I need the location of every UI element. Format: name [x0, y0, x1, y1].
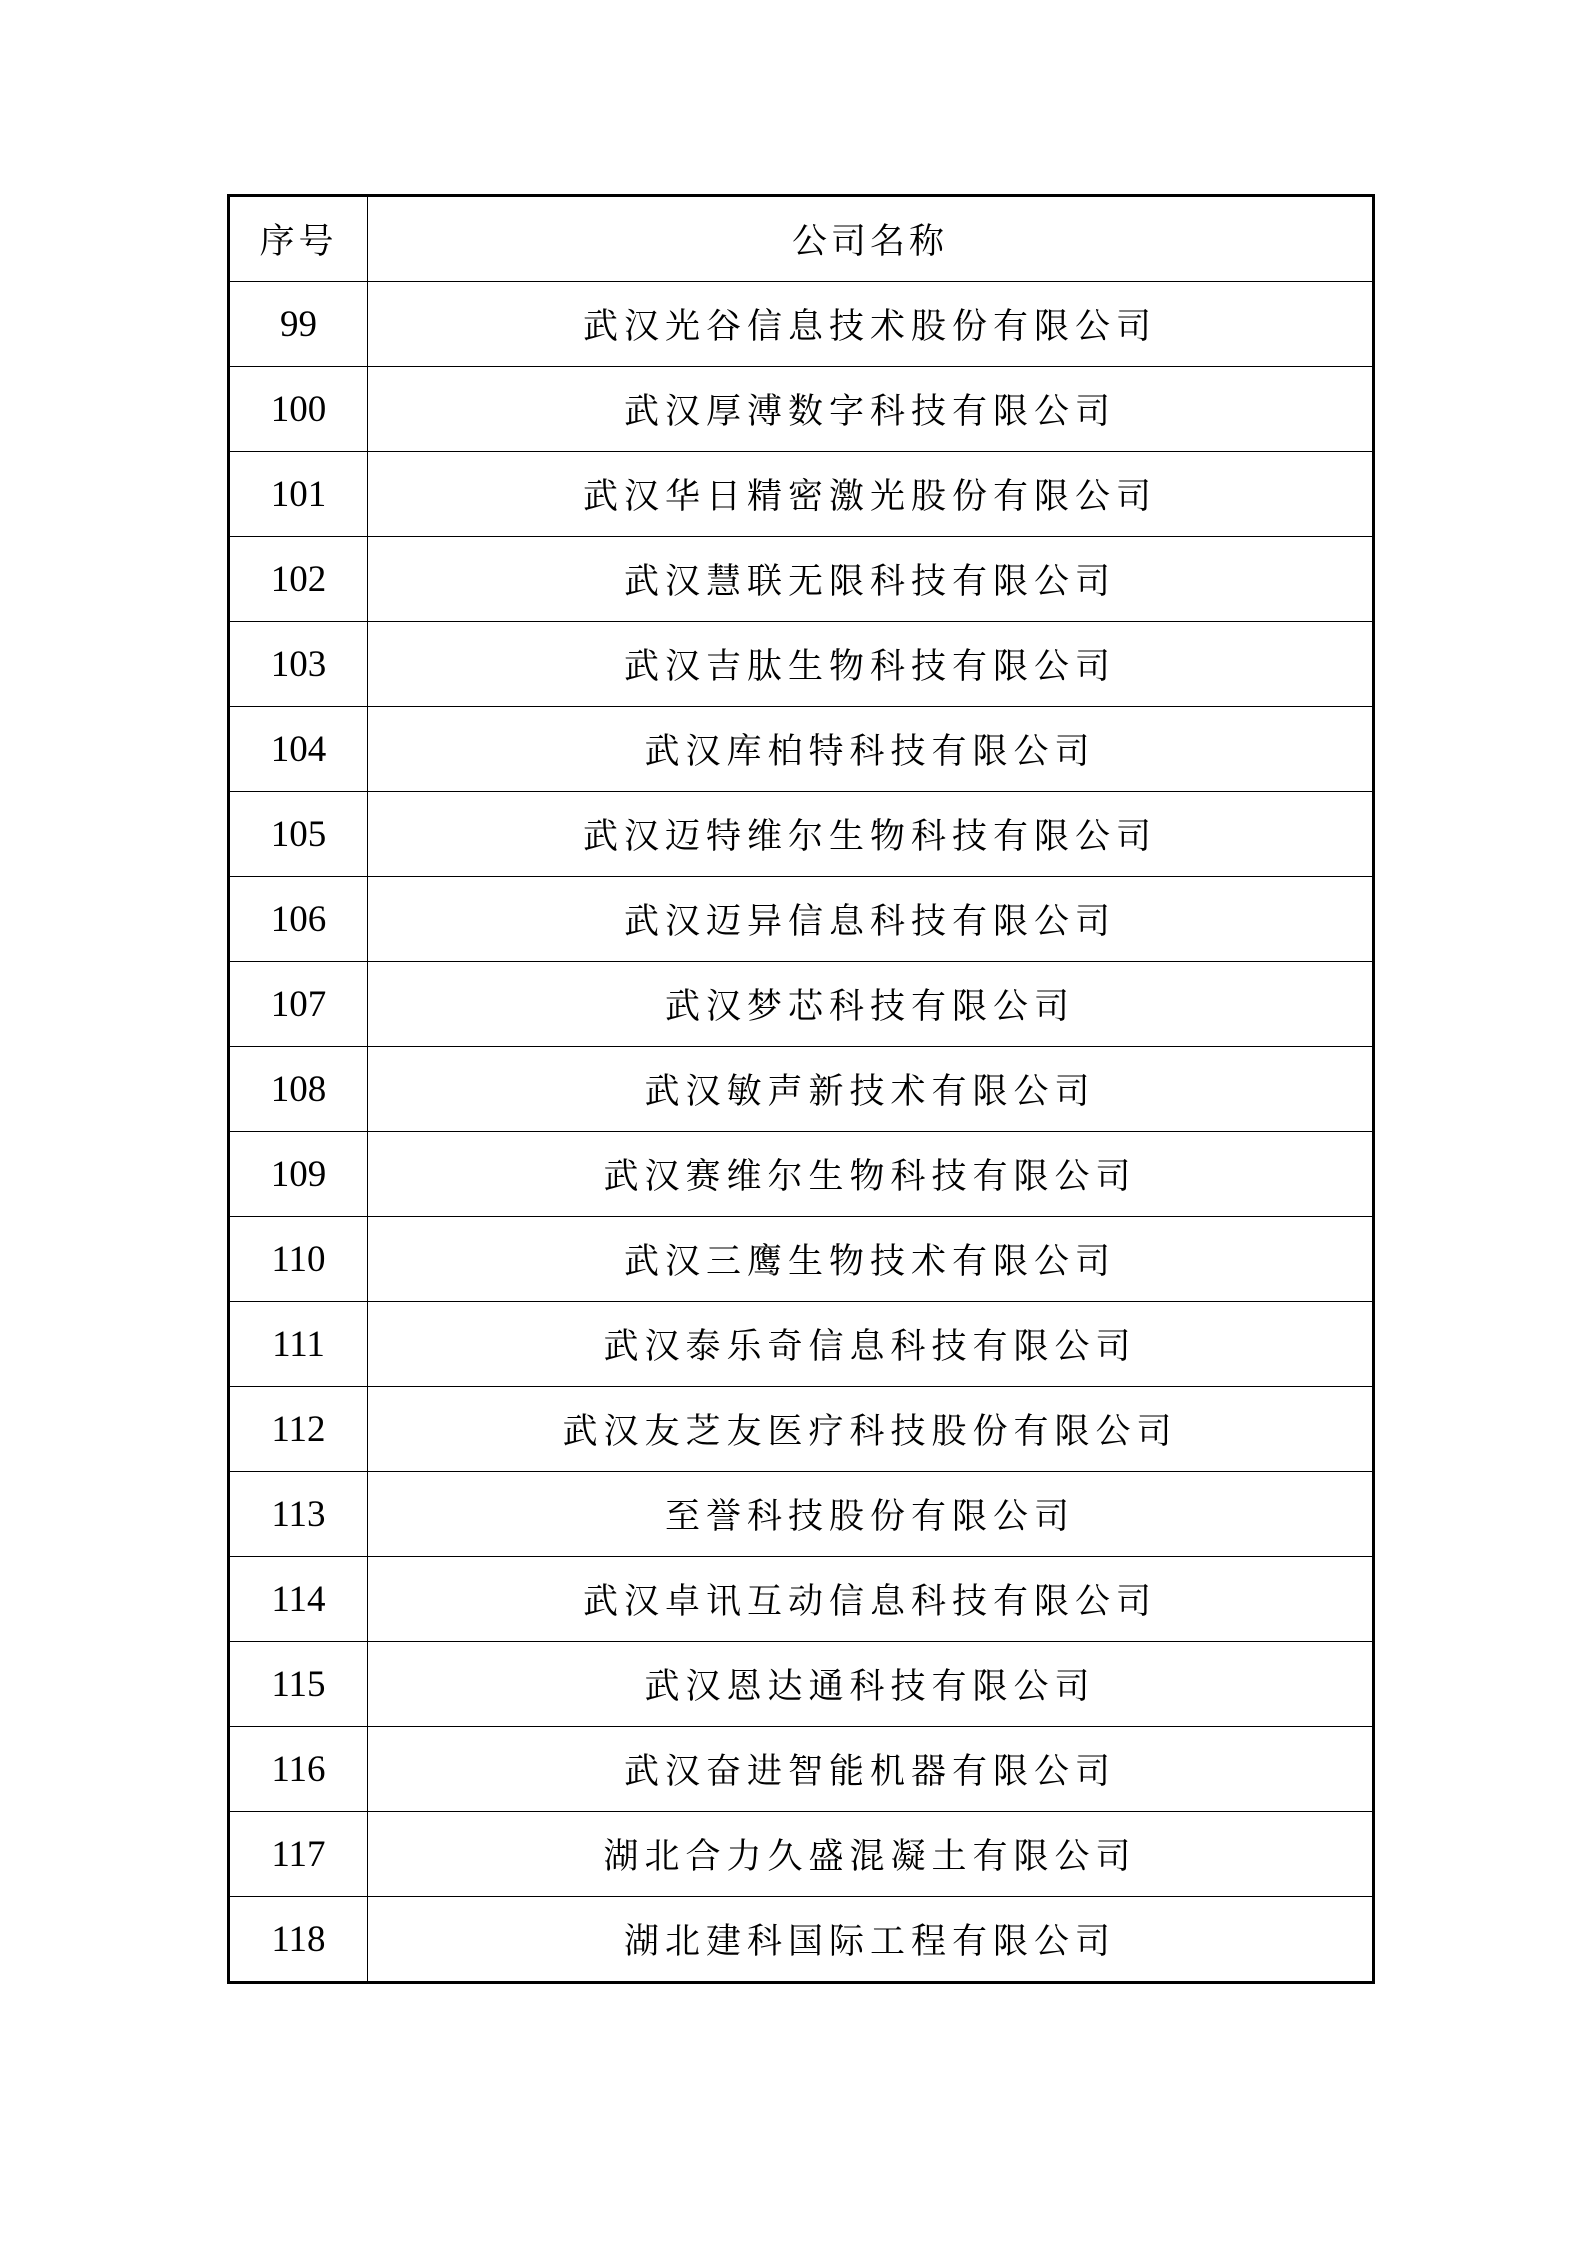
row-seq: 110	[229, 1217, 368, 1302]
row-seq: 103	[229, 622, 368, 707]
table-row	[229, 1472, 1374, 1557]
row-company-name: 武汉梦芯科技有限公司	[368, 962, 1374, 1047]
row-company-name: 武汉华日精密激光股份有限公司	[368, 452, 1374, 537]
table-row	[229, 1387, 1374, 1472]
table-row	[229, 1557, 1374, 1642]
table-row	[229, 1302, 1374, 1387]
row-seq: 109	[229, 1132, 368, 1217]
table-row	[229, 707, 1374, 792]
row-company-name: 武汉赛维尔生物科技有限公司	[368, 1132, 1374, 1217]
table-row	[229, 792, 1374, 877]
row-company-name: 武汉奋进智能机器有限公司	[368, 1727, 1374, 1812]
row-seq: 117	[229, 1812, 368, 1897]
row-company-name: 武汉泰乐奇信息科技有限公司	[368, 1302, 1374, 1387]
row-seq: 111	[229, 1302, 368, 1387]
row-seq: 100	[229, 367, 368, 452]
table-row	[229, 1132, 1374, 1217]
table-row	[229, 282, 1374, 367]
row-seq: 102	[229, 537, 368, 622]
table-row	[229, 1897, 1374, 1983]
row-company-name: 武汉友芝友医疗科技股份有限公司	[368, 1387, 1374, 1472]
table-row	[229, 1642, 1374, 1727]
row-company-name: 武汉敏声新技术有限公司	[368, 1047, 1374, 1132]
row-company-name: 湖北建科国际工程有限公司	[368, 1897, 1374, 1983]
table-header-row	[229, 196, 1374, 282]
row-seq: 113	[229, 1472, 368, 1557]
row-seq: 101	[229, 452, 368, 537]
row-company-name: 湖北合力久盛混凝土有限公司	[368, 1812, 1374, 1897]
row-seq: 115	[229, 1642, 368, 1727]
row-seq: 105	[229, 792, 368, 877]
row-seq: 104	[229, 707, 368, 792]
table-row	[229, 1727, 1374, 1812]
row-company-name: 武汉迈异信息科技有限公司	[368, 877, 1374, 962]
table-row	[229, 877, 1374, 962]
row-seq: 112	[229, 1387, 368, 1472]
row-company-name: 武汉吉肽生物科技有限公司	[368, 622, 1374, 707]
row-seq: 106	[229, 877, 368, 962]
row-seq: 107	[229, 962, 368, 1047]
table-row	[229, 962, 1374, 1047]
table-row	[229, 1217, 1374, 1302]
company-list-table	[227, 194, 1375, 1984]
table-row	[229, 537, 1374, 622]
row-seq: 116	[229, 1727, 368, 1812]
row-company-name: 武汉迈特维尔生物科技有限公司	[368, 792, 1374, 877]
row-seq: 99	[229, 282, 368, 367]
header-company-name: 公司名称	[368, 196, 1374, 282]
table-row	[229, 1812, 1374, 1897]
table-row	[229, 622, 1374, 707]
table-row	[229, 367, 1374, 452]
row-company-name: 武汉厚溥数字科技有限公司	[368, 367, 1374, 452]
row-company-name: 武汉三鹰生物技术有限公司	[368, 1217, 1374, 1302]
row-company-name: 武汉库柏特科技有限公司	[368, 707, 1374, 792]
row-seq: 114	[229, 1557, 368, 1642]
table-row	[229, 452, 1374, 537]
row-company-name: 武汉光谷信息技术股份有限公司	[368, 282, 1374, 367]
row-company-name: 武汉慧联无限科技有限公司	[368, 537, 1374, 622]
row-company-name: 至誉科技股份有限公司	[368, 1472, 1374, 1557]
row-company-name: 武汉恩达通科技有限公司	[368, 1642, 1374, 1727]
row-seq: 108	[229, 1047, 368, 1132]
header-seq: 序号	[229, 196, 368, 282]
row-company-name: 武汉卓讯互动信息科技有限公司	[368, 1557, 1374, 1642]
table-row	[229, 1047, 1374, 1132]
row-seq: 118	[229, 1897, 368, 1983]
